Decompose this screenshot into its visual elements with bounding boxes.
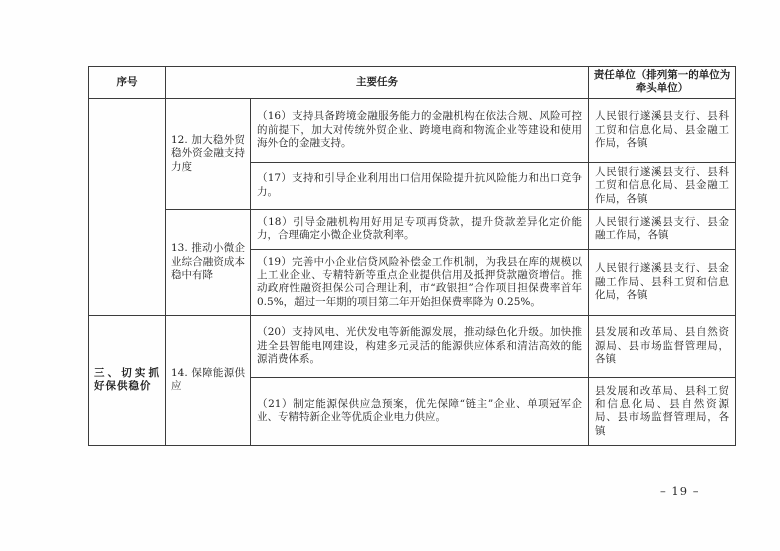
table-row xyxy=(89,209,736,249)
serial-section-3: 三、切实抓好保供稳价 xyxy=(89,315,166,445)
table-row xyxy=(89,315,736,377)
unit-16: 人民银行遂溪县支行、县科工贸和信息化局、县金融工作局，各镇 xyxy=(589,98,736,162)
task-18: （18）引导金融机构用好用足专项再贷款，提升贷款差异化定价能力，合理确定小微企业贷款利率。 xyxy=(251,209,589,249)
task-16: （16）支持具备跨境金融服务能力的金融机构在依法合规、风险可控的前提下，加大对传统外贸企业、跨境电商和物流企业等建设和使用海外仓的金融支持。 xyxy=(251,98,589,162)
unit-18: 人民银行遂溪县支行、县金融工作局，各镇 xyxy=(589,209,736,249)
task-17: （17）支持和引导企业利用出口信用保险提升抗风险能力和出口竞争力。 xyxy=(251,162,589,209)
header-serial: 序号 xyxy=(89,67,166,99)
tasks-table xyxy=(88,66,736,446)
unit-20: 县发展和改革局、县自然资源局、县市场监督管理局，各镇 xyxy=(589,315,736,377)
subtask-14: 14. 保障能源供应 xyxy=(166,315,251,445)
table-row xyxy=(89,98,736,162)
task-19: （19）完善中小企业信贷风险补偿金工作机制，为我县在库的规模以上工业企业、专精特新等重点企业提供信用及抵押贷款融资增信。推动政府性融资担保公司合理让利，市“政银担”合作项目担保费率首年 0.5%，超过一年期的项目第二年开始担保费率降为 0.25%。 xyxy=(251,249,589,315)
header-responsible-unit: 责任单位（排列第一的单位为牵头单位） xyxy=(589,67,736,99)
unit-19: 人民银行遂溪县支行、县金融工作局、县科工贸和信息化局，各镇 xyxy=(589,249,736,315)
serial-cell-empty xyxy=(89,98,166,315)
subtask-12: 12. 加大稳外贸稳外资金融支持力度 xyxy=(166,98,251,209)
task-21: （21）制定能源保供应急预案，优先保障“链主”企业、单项冠军企业、专精特新企业等优质企业电力供应。 xyxy=(251,377,589,445)
unit-21: 县发展和改革局、县科工贸和信息化局、县自然资源局、县市场监督管理局，各镇 xyxy=(589,377,736,445)
task-20: （20）支持风电、光伏发电等新能源发展，推动绿色化升级。加快推进全县智能电网建设，构建多元灵活的能源供应体系和清洁高效的能源消费体系。 xyxy=(251,315,589,377)
table-header-row xyxy=(89,67,736,99)
header-main-tasks: 主要任务 xyxy=(166,67,589,99)
page-number: – 19 – xyxy=(660,484,700,498)
unit-17: 人民银行遂溪县支行、县科工贸和信息化局、县金融工作局，各镇 xyxy=(589,162,736,209)
subtask-13: 13. 推动小微企业综合融资成本稳中有降 xyxy=(166,209,251,315)
